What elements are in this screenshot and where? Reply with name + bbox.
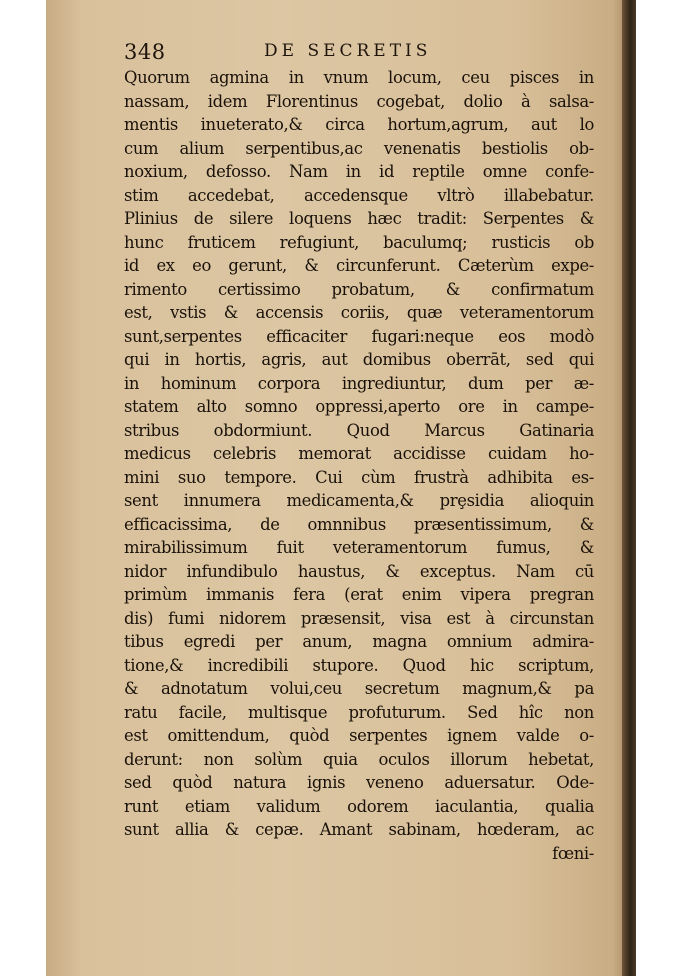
page-margin <box>636 0 646 976</box>
text-line: tibus egredi per anum, magna omnium admira- <box>124 632 594 651</box>
text-line: rimento certissimo probatum, & confirmatum <box>124 279 594 299</box>
catchword: fœni- <box>552 843 594 863</box>
text-line: nidor infundibulo haustus, & exceptus. Nam cū <box>124 561 594 581</box>
page-number: 348 <box>124 40 166 64</box>
body-text <box>124 66 594 865</box>
text-line: statem alto somno oppressi,aperto ore in campe- <box>124 397 594 416</box>
text-line: ratu facile, multisque profuturum. Sed hîc non <box>124 702 594 722</box>
page-gutter-shadow <box>622 0 636 976</box>
text-line: est omittendum, quòd serpentes ignem valde o- <box>124 726 594 745</box>
text-line: sunt,serpentes efficaciter fugari:neque eos modò <box>124 326 594 346</box>
text-line: derunt: non solùm quia oculos illorum hebetat, <box>124 749 594 769</box>
text-line: Plinius de silere loquens hæc tradit: Serpentes & <box>124 209 594 228</box>
text-line: tione,& incredibili stupore. Quod hic scriptum, <box>124 655 594 675</box>
text-line: noxium, defosso. Nam in id reptile omne confe- <box>124 162 594 181</box>
text-line: mini suo tempore. Cui cùm frustrà adhibita es- <box>124 467 594 487</box>
text-line: primùm immanis fera (erat enim vipera pregran <box>124 585 594 604</box>
text-line: nassam, idem Florentinus cogebat, dolio à salsa- <box>124 91 594 111</box>
text-line: stribus obdormiunt. Quod Marcus Gatinaria <box>124 420 594 440</box>
page-header <box>124 40 584 68</box>
text-line: sed quòd natura ignis veneno aduersatur. Ode- <box>124 773 594 792</box>
text-line: id ex eo gerunt, & circunferunt. Cæterùm expe- <box>124 256 594 275</box>
text-line: medicus celebris memorat accidisse cuidam ho- <box>124 444 594 463</box>
text-line: est, vstis & accensis coriis, quæ veteramentorum <box>124 303 594 322</box>
text-line: dis) fumi nidorem præsensit, visa est à circunstan <box>124 608 594 628</box>
running-head: DE SECRETIS <box>264 41 432 61</box>
text-line: runt etiam validum odorem iaculantia, qualia <box>124 796 594 816</box>
text-line: & adnotatum volui,ceu secretum magnum,& pa <box>124 679 594 698</box>
text-line: sunt allia & cepæ. Amant sabinam, hœderam, ac <box>124 820 594 839</box>
text-line: stim accedebat, accedensque vltrò illabebatur. <box>124 185 594 205</box>
text-line: cum alium serpentibus,ac venenatis bestiolis ob- <box>124 138 594 158</box>
text-line: sent innumera medicamenta,& prȩsidia alioquin <box>124 491 594 510</box>
text-line: hunc fruticem refugiunt, baculumq; rusticis ob <box>124 232 594 252</box>
text-line: mirabilissimum fuit veteramentorum fumus, & <box>124 538 594 557</box>
text-line: qui in hortis, agris, aut domibus oberrāt, sed qui <box>124 350 594 369</box>
text-line: mentis inueterato,& circa hortum,agrum, aut lo <box>124 115 594 134</box>
text-line: in hominum corpora ingrediuntur, dum per æ- <box>124 373 594 393</box>
text-line: efficacissima, de omnnibus præsentissimum, & <box>124 514 594 534</box>
text-line: Quorum agmina in vnum locum, ceu pisces in <box>124 68 594 87</box>
